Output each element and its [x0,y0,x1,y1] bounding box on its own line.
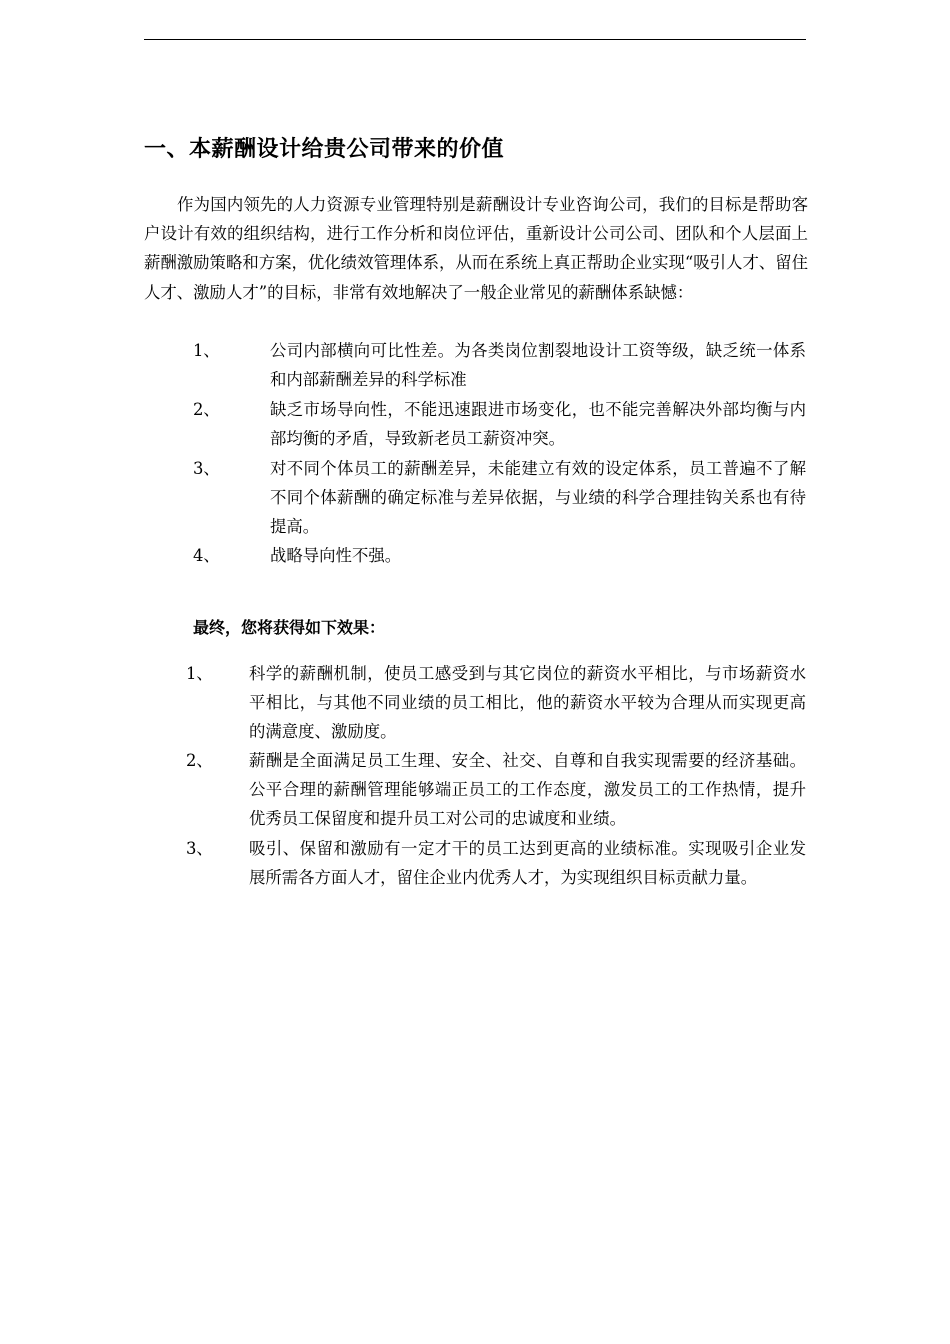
list-item-text: 对不同个体员工的薪酬差异，未能建立有效的设定体系，员工普遍不了解不同个体薪酬的确定标准与差异依据，与业绩的科学合理挂钩关系也有待提高。 [270,459,806,537]
list-item-text: 公司内部横向可比性差。为各类岗位割裂地设计工资等级，缺乏统一体系和内部薪酬差异的科学标准 [270,341,806,390]
list-item-text: 战略导向性不强。 [270,546,402,565]
list-item-number: 1、 [193,341,220,360]
list-item-number: 3、 [193,459,220,478]
list-item-text: 科学的薪酬机制，使员工感受到与其它岗位的薪资水平相比，与市场薪资水平相比，与其他不同业绩的员工相比，他的薪资水平较为合理从而实现更高的满意度、激励度。 [249,664,806,742]
list-item-number: 3、 [186,839,213,858]
results-heading: 最终，您将获得如下效果： [193,618,386,637]
section-heading: 一、本薪酬设计给贵公司带来的价值 [144,137,505,162]
list-item-text: 薪酬是全面满足员工生理、安全、社交、自尊和自我实现需要的经济基础。公平合理的薪酬管理能够端正员工的工作态度，激发员工的工作热情，提升优秀员工保留度和提升员工对公司的忠诚度和业绩。 [249,751,806,829]
intro-paragraph: 作为国内领先的人力资源专业管理特别是薪酬设计专业咨询公司，我们的目标是帮助客户设计有效的组织结构，进行工作分析和岗位评估，重新设计公司公司、团队和个人层面上薪酬激励策略和方案，优化绩效管理体系，从而在系统上真正帮助企业实现“吸引人才、留住人才、激励人才”的目标，非常有效地解决了一般企业常见的薪酬体系缺憾： [144,195,809,302]
list-item-number: 2、 [186,751,213,770]
list-item-text: 缺乏市场导向性，不能迅速跟进市场变化，也不能完善解决外部均衡与内部均衡的矛盾，导致新老员工薪资冲突。 [270,400,806,449]
list-item-number: 2、 [193,400,220,419]
list-item-number: 1、 [186,664,213,683]
list-item-text: 吸引、保留和激励有一定才干的员工达到更高的业绩标准。实现吸引企业发展所需各方面人才，留住企业内优秀人才，为实现组织目标贡献力量。 [249,839,806,888]
header-rule [144,39,806,40]
list-item-number: 4、 [193,546,220,565]
